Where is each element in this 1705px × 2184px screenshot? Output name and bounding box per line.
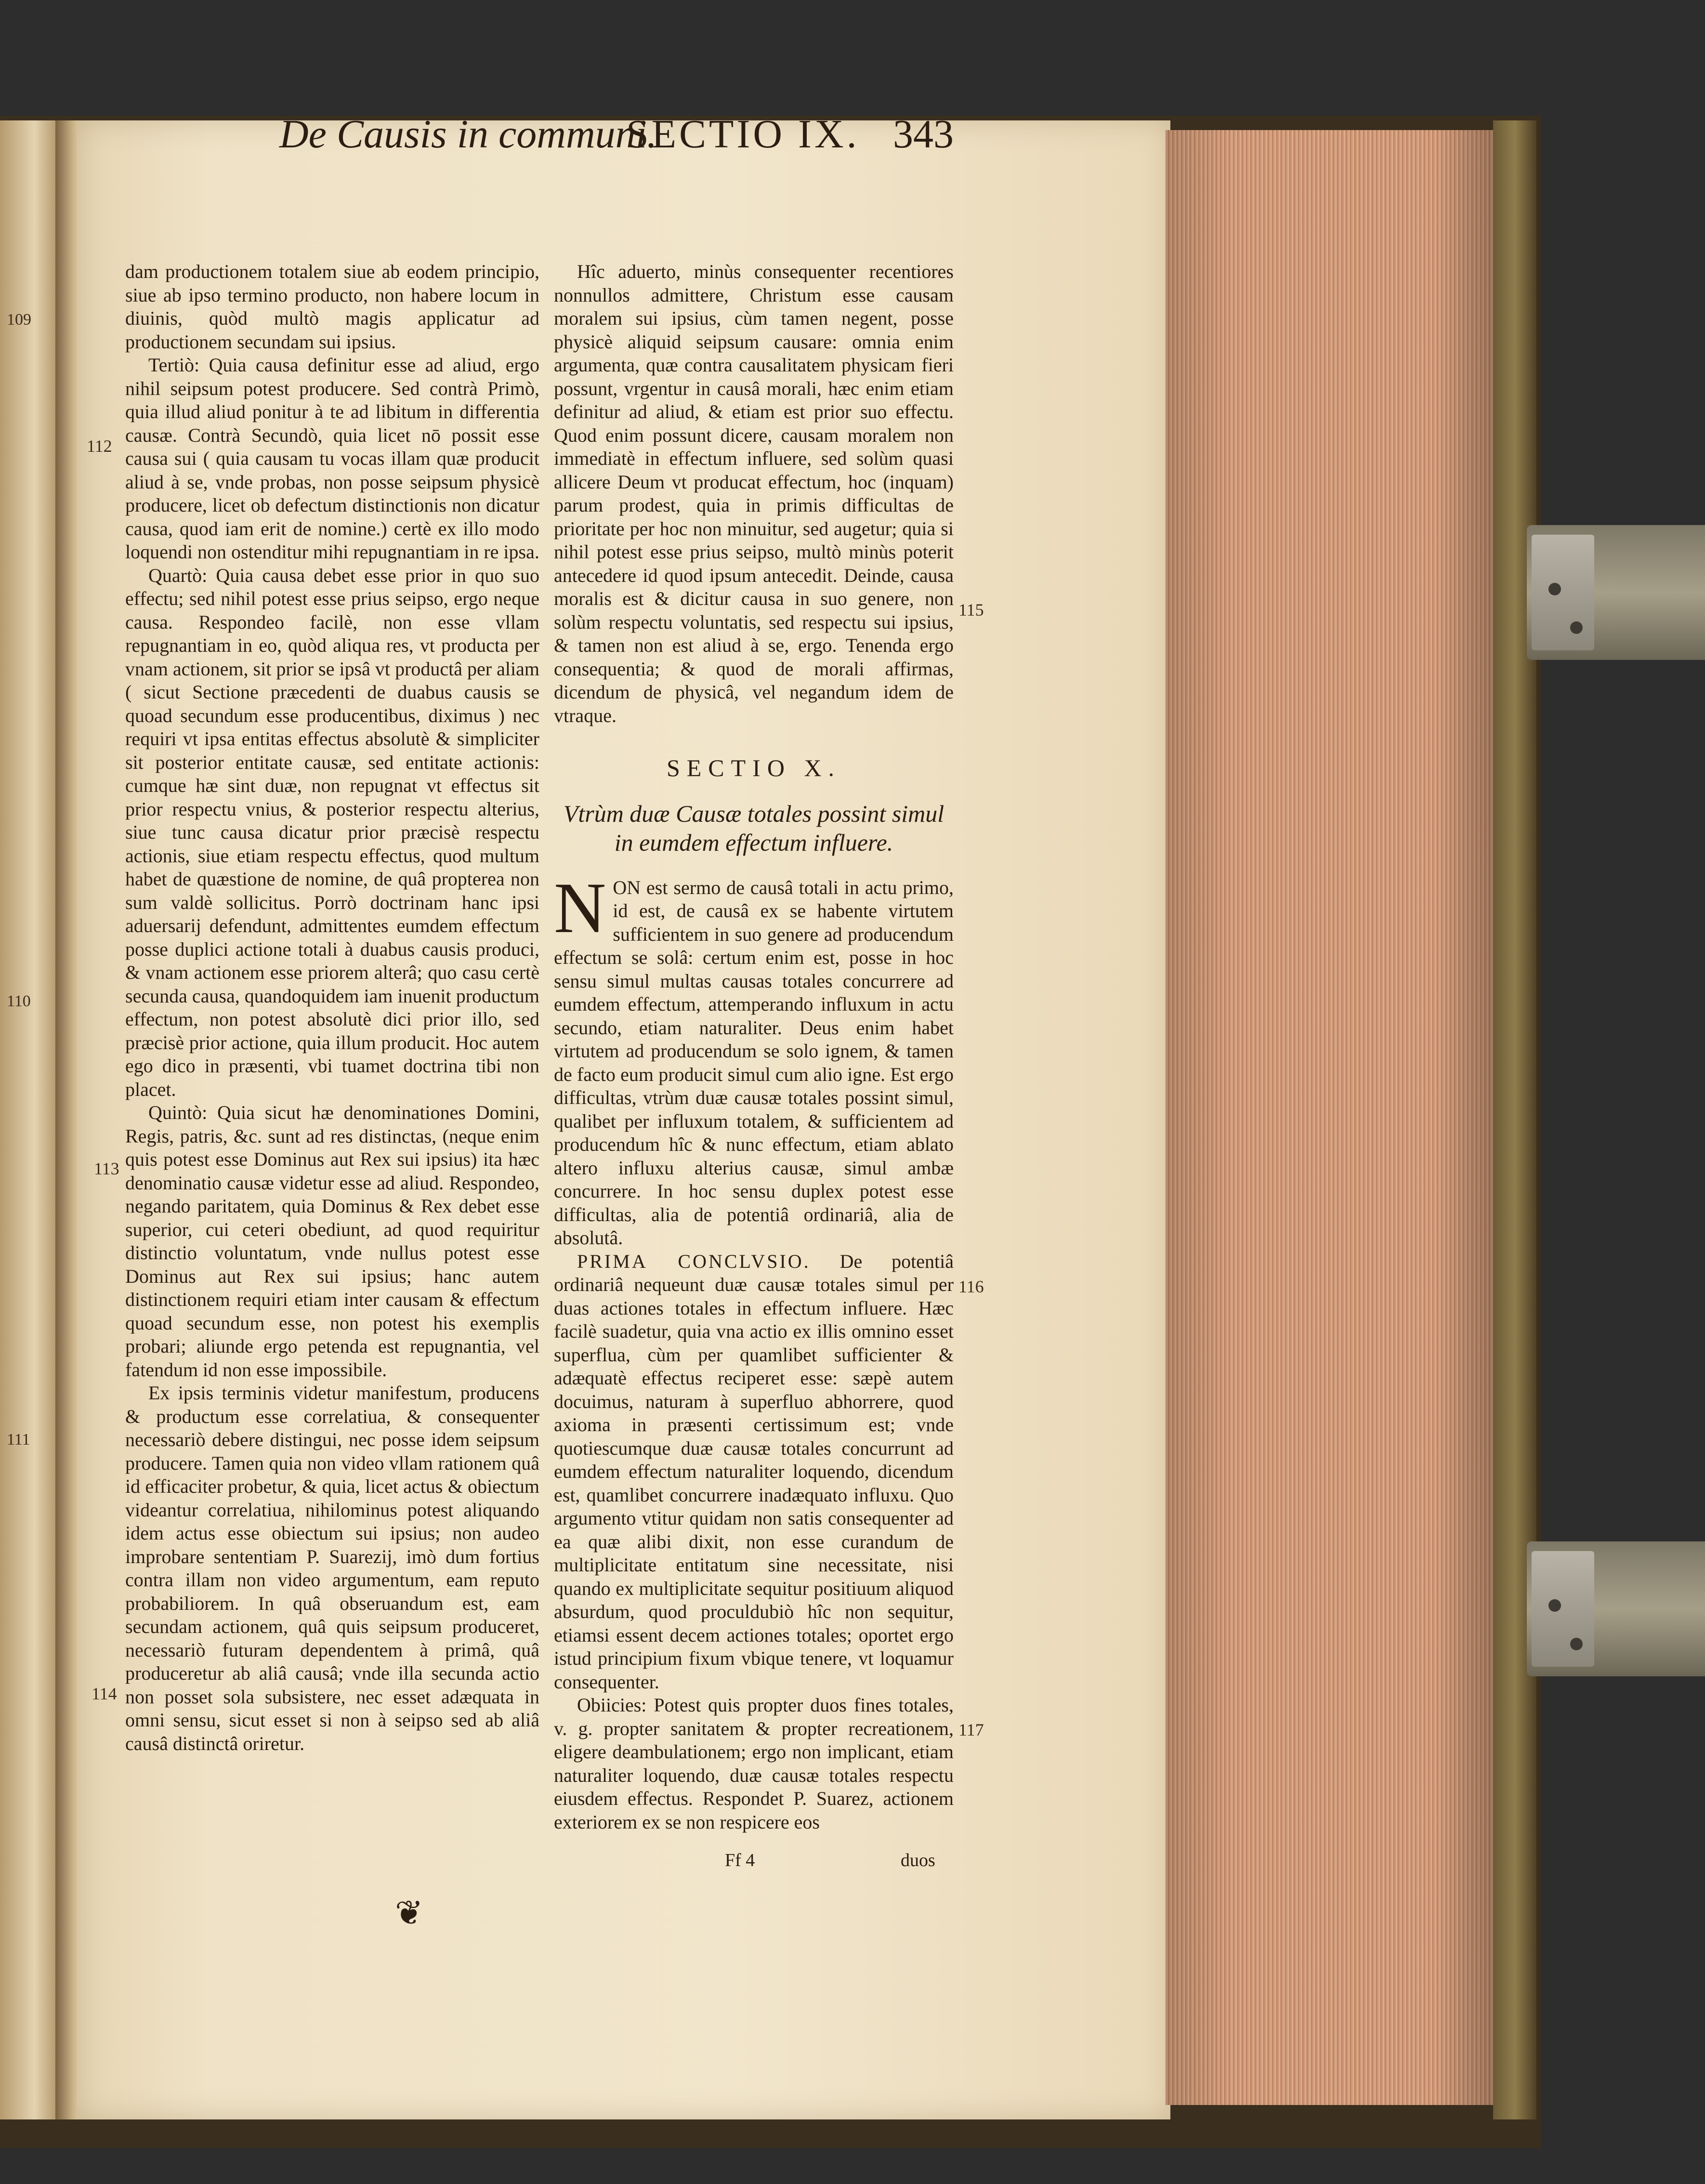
left-margin-number: 111 (7, 1431, 30, 1448)
paragraph: Tertiò: Quia causa definitur esse ad aliud, ergo nihil seipsum potest producere. Sed contrà Primò, quia illud aliud ponitur à te ad libitum in differentia causæ. Contrà Secundò, quia licet nō possit esse causa sui ( quia causam tu vocas illam quæ producit aliud à se, vnde probas, non posse seipsum physicè producere, licet ob defectum distinctionis non dicatur causa, quod iam erit de nomine.) certè ex illo modo loquendi non ostenditur mihi repugnantiam in re ipsa. (125, 354, 539, 563)
paragraph-text: De potentiâ ordinariâ nequeunt duæ causæ totales simul per duas actiones totales in effectum influere. Hæc facilè suadetur, quia vna actio ex illis omnino esset superflua, cùm per quamlibet sufficienter & adæquatè effectus reciperet esse: sæpè autem docuimus, naturam à superfluo abhorrere, quod axioma in præsenti certissimum est; vnde quotiescumque duæ causæ totales concurrunt ad eumdem effectum naturaliter loquendo, dicendum est, quamlibet concurrere inadæquato influxu. Quo argumento vtitur quidam non satis consequenter ad ea quæ alibi dixit, non esse curandum de multiplicitate entitatum sine necessitate, nisi quando ex multiplicitate sequitur positiuum aliquod absurdum, quod proculdubiò hîc non sequitur, etiamsi essent decem actiones totales; oportet ergo istud principium fixum vbique tenere, vt loquamur consequenter. (554, 1250, 954, 1693)
left-margin-number: 109 (7, 311, 31, 329)
paragraph-text: ON est sermo de causâ totali in actu primo, id est, de causâ ex se habente virtutem sufficientem in suo genere ad producendum effectum se solâ: certum enim est, posse in hoc sensu simul multas causas totales concurrere ad eumdem effectum, attemperando influxum in actu secundo, etiam naturaliter. Deus enim habet virtutem ad producendum se solo ignem, & tamen de facto eum producit simul cum alio igne. Est ergo difficultas, vtrùm duæ causæ totales possint simul, qualibet per influxum totalem, & sufficientem ad producendum hîc & nunc effectum, etiam ablato altero influxu alterius causæ, simul ambæ concurrere. In hoc sensu duplex potest esse difficultas, alia de potentiâ ordinariâ, alia de absolutâ. (554, 876, 954, 1249)
signature-mark: Ff 4 (725, 1850, 755, 1870)
marginal-number: 112 (87, 436, 112, 456)
rivet-icon (1548, 583, 1561, 595)
paragraph: Hîc aduerto, minùs consequenter recentiores nonnullos admittere, Christum esse causam moralem sui ipsius, cùm tamen negent, posse physicè aliquid seipsum causare: omnia enim argumenta, quæ contra causalitatem physicam fieri possunt, vrgentur in causâ morali, hæc enim etiam definitur ad aliud, & etiam est prior suo effectu. Quod enim possunt dicere, causam moralem non immediatè in effectum influere, sed solùm quasi allicere Deum vt producat effectum, hoc (inquam) parum prodest, quia in primis difficultas de prioritate per hoc non minuitur, sed augetur; quia si nihil potest esse prius seipso, multò minùs poterit antecedere id quod ipsum antecedit. Deinde, causa moralis est & dicitur causa in suo genere, non solùm respectu voluntatis, sed respectu sui ipsius, & tamen non est aliud à se, ergo. Tenenda ergo consequentia; & quod de morali affirmas, dicendum de physicâ, vel negandum idem de vtraque. (554, 261, 954, 726)
cover-edge (1493, 120, 1536, 2119)
fore-edge-shadow (1166, 130, 1503, 2105)
section-title: SECTIO X. (666, 754, 841, 781)
marginal-number: 114 (92, 1684, 117, 1703)
section-subtitle: Vtrùm duæ Causæ totales possint simul in eumdem effectum influere. (563, 800, 944, 856)
left-column (125, 260, 539, 1755)
left-margin-number: 110 (7, 992, 31, 1010)
catchword: duos (901, 1850, 935, 1870)
paragraph: Ex ipsis terminis videtur manifestum, producens & productum esse correlatiua, & consequenter necessariò debere distingui, nec posse idem seipsum producere. Tamen quia non video vllam rationem quâ id efficaciter probetur, & quia, licet actus & obiectum videantur correlatiua, nihilominus potest aliquando idem actus esse obiectum sui ipsius; non audeo improbare sententiam P. Suarezij, imò dum fortius contra illam non video argumentum, eam reputo probabiliorem. In quâ obseruandum est, eam secundam actionem, quâ quis seipsum produceret, necessariò futuram dependentem à primâ, quâ produceretur ab aliâ causâ; vnde illa secunda actio non posset sola subsistere, nec esset adæquata in omni sensu, sicut esset si non à seipso sed ab aliâ causâ distinctâ oriretur. (125, 1382, 539, 1754)
clasp-plate-upper (1532, 535, 1594, 650)
marginal-number: 113 (94, 1159, 119, 1178)
conclusion-label: PRIMA CONCLVSIO. (577, 1250, 811, 1272)
paragraph: Obiicies: Potest quis propter duos fines totales, v. g. propter sanitatem & propter recreationem, eligere deambulationem; ergo non implicant, etiam naturaliter loquendo, duæ causæ totales respectu eiusdem effectus. Respondet P. Suarez, actionem exteriorem ex se non respicere eos (554, 1694, 954, 1833)
paragraph (554, 868, 954, 1250)
rivet-icon (1548, 1599, 1561, 1612)
paragraph: dam productionem totalem siue ab eodem principio, siue ab ipso termino producto, non habere locum in diuinis, quòd multò magis applicatur ad productionem secundam sui ipsius. (125, 261, 539, 353)
page-header (202, 106, 954, 164)
rivet-icon (1570, 621, 1583, 634)
marginal-number: 115 (958, 600, 984, 619)
left-page-margin (0, 120, 58, 2119)
running-title: De Causis in communi. (279, 112, 657, 157)
rivet-icon (1570, 1638, 1583, 1650)
section-heading: SECTIO IX. (626, 112, 860, 157)
right-column (554, 260, 954, 1834)
page-number: 343 (893, 112, 954, 157)
drop-cap: N (554, 868, 606, 948)
marginal-number: 117 (958, 1720, 984, 1739)
paragraph (554, 1250, 954, 1694)
ornament-icon: ❦ (395, 1895, 423, 1932)
clasp-plate-lower (1532, 1551, 1594, 1667)
paragraph: Quartò: Quia causa debet esse prior in quo suo effectu; sed nihil potest esse prius seipso, ergo neque causa. Respondeo facilè, non esse vllam repugnantiam in eo, quòd aliqua res, vt producta per vnam actionem, sit prior se ipsâ vt productâ per aliam ( sicut Sectione præcedenti de duabus causis se quoad secundum esse producentibus, diximus ) nec requiri vt ipsa entitas effectus absolutè & simpliciter sit posterior entitate causæ, sed entitate actionis: cumque hæ sint duæ, non repugnat vt effectus sit prior respectu vnius, & posterior respectu alterius, siue tunc causa dicatur prior præcisè respectu actionis, siue etiam respectu effectus, quod multum habet de quæstione de nomine, de quâ propterea non sum valdè sollicitus. Porrò doctrinam hanc ipsi aduersarij defendunt, admittentes eumdem effectum posse duplici actione totali à duabus causis produci, & vnam actionem esse priorem alterâ; quo casu certè secunda causa, quandoquidem iam inuenit productum effectum, non potest absolutè dici prior illo, sed præcisè prior actione, quia illum producit. Hoc autem ego dico in præsenti, vbi tuamet doctrina tibi non placet. (125, 564, 539, 1100)
marginal-number: 116 (958, 1277, 984, 1296)
paragraph: Quintò: Quia sicut hæ denominationes Domini, Regis, patris, &c. sunt ad res distinctas, (neque enim quis potest esse Dominus aut Rex sui ipsius) ita hæc denominatio causæ videtur esse ad aliud. Respondeo, negando paritatem, quia Dominus & Rex debet esse superior, cui ceteri obediunt, ad quod requiritur distinctio voluntatum, vnde nullus potest esse Dominus aut Rex sui ipsius; hanc autem distinctionem requiri etiam inter causam & effectum quoad secundum esse, non potest his exemplis probari; aliunde ergo petenda est repugnantia, vel fatendum id non esse impossibile. (125, 1102, 539, 1381)
